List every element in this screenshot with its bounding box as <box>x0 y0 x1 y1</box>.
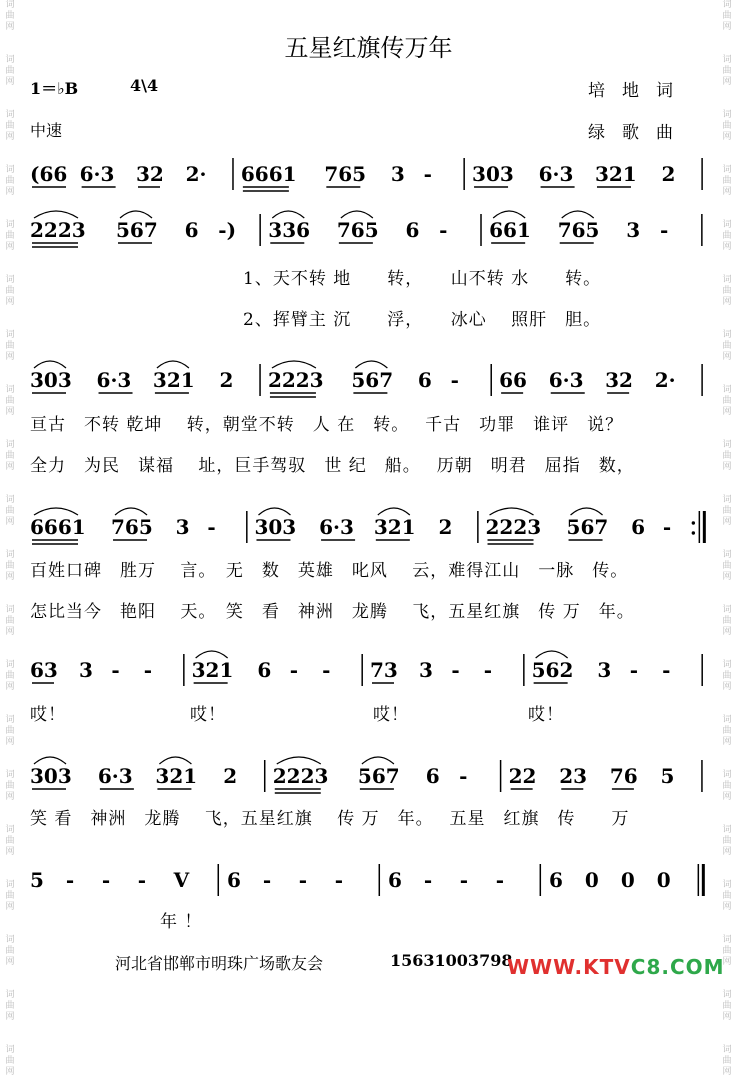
slur <box>34 361 66 368</box>
note-group: - <box>459 764 468 788</box>
note-group: - <box>629 658 639 682</box>
note-group: - <box>322 658 331 682</box>
slur <box>362 757 394 764</box>
note-group: 0 <box>656 868 671 892</box>
watermark-text: 词曲网 <box>722 770 732 802</box>
watermark-text: 词曲网 <box>5 55 15 87</box>
note-group: 765 <box>324 162 367 186</box>
note-group: 321 <box>373 515 416 539</box>
note-group: 303 <box>30 368 72 392</box>
slur <box>272 361 316 368</box>
note-group: 6 <box>184 218 199 242</box>
octave-dot <box>692 521 695 524</box>
watermark-text: 词曲网 <box>722 0 732 32</box>
slur <box>536 651 568 658</box>
note-group: 765 <box>111 515 153 539</box>
lyric-word: 哎！ <box>373 705 409 725</box>
watermark-text: 词曲网 <box>722 165 732 197</box>
note-group: 2 <box>661 162 676 186</box>
note-group: 0 <box>584 868 599 892</box>
slur <box>355 361 387 368</box>
note-group: 765 <box>557 218 600 242</box>
note-group: 0 <box>620 868 635 892</box>
watermark-text: 词曲网 <box>722 220 732 252</box>
slur <box>159 757 191 764</box>
note-group: 321 <box>155 764 198 788</box>
note-group: 6 <box>425 764 440 788</box>
note-group: 6661 <box>30 515 86 539</box>
note-group: 6661 <box>240 162 297 186</box>
note-group: 6 <box>548 868 563 892</box>
note-group: - <box>423 162 432 186</box>
note-group: - <box>262 868 272 892</box>
lyric-line-verse2: 2、挥臂主 沉 浮， 冰心 照肝 胆。 <box>243 310 602 330</box>
note-group: 32 <box>136 162 164 186</box>
watermark-text: 词曲网 <box>5 770 15 802</box>
octave-dot <box>692 531 695 534</box>
watermark-text: 词曲网 <box>722 495 732 527</box>
note-group: - <box>423 868 433 892</box>
lyric-line: 笑 看 神洲 龙腾 飞，五星红旗 传 万 年。 五星 红旗 传 万 <box>30 809 630 829</box>
footer-organization: 河北省邯郸市明珠广场歌友会 <box>115 954 324 973</box>
note-group: - <box>289 658 299 682</box>
note-group: 562 <box>531 658 574 682</box>
lyric-word: 哎！ <box>190 705 226 725</box>
watermark-left <box>2 0 18 1077</box>
note-group: - <box>101 868 111 892</box>
note-group: 321 <box>594 162 637 186</box>
note-group: 23 <box>559 764 588 788</box>
note-group: 303 <box>254 515 297 539</box>
watermark-text: 词曲网 <box>722 110 732 142</box>
logo-part: C8.COM <box>630 955 725 979</box>
note-group: 2· <box>654 368 676 392</box>
note-group: - <box>495 868 505 892</box>
watermark-text: 词曲网 <box>722 330 732 362</box>
watermark-text: 词曲网 <box>5 0 15 32</box>
footer-phone: 15631003798 <box>390 951 513 970</box>
note-group: 2 <box>219 368 234 392</box>
lyric-line: 亘古 不转 乾坤 转，朝堂不转 人 在 转。 千古 功罪 谁评 说？ <box>30 415 624 435</box>
watermark-text: 词曲网 <box>5 825 15 857</box>
note-group: 32 <box>605 368 633 392</box>
watermark-text: 词曲网 <box>5 935 15 967</box>
note-group: 567 <box>566 515 609 539</box>
note-group: - <box>660 218 669 242</box>
note-group: 5 <box>660 764 675 788</box>
note-group: 2223 <box>267 368 324 392</box>
watermark-text: 词曲网 <box>5 110 15 142</box>
note-group: 303 <box>472 162 514 186</box>
note-group: 3 <box>419 658 433 682</box>
watermark-text: 词曲网 <box>5 275 15 307</box>
note-group: 321 <box>191 658 234 682</box>
key-signature: 1＝♭B <box>30 79 79 98</box>
note-group: - <box>439 218 448 242</box>
note-group: 567 <box>351 368 394 392</box>
lyric-word: 哎！ <box>528 705 564 725</box>
slur <box>34 211 78 218</box>
watermark-text: 词曲网 <box>5 605 15 637</box>
lyricist-credit: 培 地 词 <box>588 81 673 101</box>
watermark-text: 词曲网 <box>5 495 15 527</box>
note-group: 6 <box>257 658 272 682</box>
watermark-text: 词曲网 <box>5 880 15 912</box>
slur <box>490 508 534 515</box>
watermark-text: 词曲网 <box>5 440 15 472</box>
composer-credit: 绿 歌 曲 <box>588 123 673 143</box>
note-group: - <box>334 868 343 892</box>
note-group: 66 <box>499 368 527 392</box>
slur <box>378 508 410 515</box>
watermark-text: 词曲网 <box>722 550 732 582</box>
note-group: 303 <box>30 764 72 788</box>
watermark-text: 词曲网 <box>5 1045 15 1077</box>
note-group: 6 <box>387 868 402 892</box>
tempo-marking: 中速 <box>30 121 63 140</box>
time-signature: 4\4 <box>130 76 159 95</box>
note-group: 6·3 <box>96 368 132 392</box>
note-group: - <box>450 368 459 392</box>
note-group: 567 <box>116 218 158 242</box>
note-group: - <box>459 868 469 892</box>
note-group: 3 <box>626 218 641 242</box>
watermark-right <box>719 0 735 1077</box>
note-group: - <box>662 515 672 539</box>
lyric-line: 全力 为民 谋福 址，巨手驾驭 世 纪 船。 历朝 明君 屈指 数， <box>30 456 635 476</box>
slur <box>493 211 525 218</box>
note-group: (66 <box>30 162 68 186</box>
slur <box>157 361 189 368</box>
watermark-text: 词曲网 <box>722 1045 732 1077</box>
watermark-text: 词曲网 <box>5 660 15 692</box>
note-group: 6 <box>226 868 241 892</box>
note-group: 336 <box>268 218 311 242</box>
note-group: 6 <box>405 218 420 242</box>
watermark-text: 词曲网 <box>5 385 15 417</box>
watermark-text: 词曲网 <box>5 220 15 252</box>
lyric-line: 年 ！ <box>160 912 203 932</box>
slur <box>120 211 152 218</box>
note-group: -) <box>218 218 237 242</box>
note-group: 2223 <box>485 515 542 539</box>
watermark-text: 词曲网 <box>722 825 732 857</box>
note-group: 2223 <box>30 218 86 242</box>
watermark-text: 词曲网 <box>5 550 15 582</box>
note-group: 6·3 <box>548 368 584 392</box>
note-group: 6·3 <box>319 515 354 539</box>
note-group: 3 <box>597 658 612 682</box>
note-group: - <box>207 515 216 539</box>
lyric-line-verse1: 1、天不转 地 转， 山不转 水 转。 <box>243 269 602 289</box>
note-group: - <box>111 658 120 682</box>
note-group: 3 <box>390 162 405 186</box>
note-group: 6 <box>417 368 432 392</box>
note-group: 567 <box>357 764 400 788</box>
watermark-text: 词曲网 <box>5 715 15 747</box>
watermark-text: 词曲网 <box>722 880 732 912</box>
watermark-text: 词曲网 <box>5 990 15 1022</box>
lyric-word: 哎！ <box>30 705 66 725</box>
slur <box>272 211 304 218</box>
watermark-text: 词曲网 <box>722 605 732 637</box>
watermark-text: 词曲网 <box>722 55 732 87</box>
note-group: 5 <box>30 868 44 892</box>
lyric-line: 百姓口碑 胜万 言。 无 数 英雄 叱风 云，难得江山 一脉 传。 <box>30 561 629 581</box>
watermark-text: 词曲网 <box>722 385 732 417</box>
note-group: 6·3 <box>79 162 115 186</box>
slur <box>571 508 603 515</box>
note-group: 3 <box>79 658 93 682</box>
note-group: 2 <box>438 515 453 539</box>
song-title: 五星红旗传万年 <box>284 34 453 62</box>
slur <box>34 757 66 764</box>
watermark-text: 词曲网 <box>722 990 732 1022</box>
note-group: - <box>662 658 671 682</box>
note-group: - <box>298 868 308 892</box>
slur <box>562 211 594 218</box>
note-group: 661 <box>489 218 531 242</box>
logo-part: WWW.KTV <box>507 955 631 979</box>
note-group: 3 <box>175 515 190 539</box>
note-group: 2 <box>223 764 238 788</box>
note-group: 76 <box>609 764 638 788</box>
watermark-text: 词曲网 <box>5 330 15 362</box>
note-group: - <box>137 868 147 892</box>
watermark-text: 词曲网 <box>722 935 732 967</box>
note-group: 73 <box>370 658 398 682</box>
watermark-text: 词曲网 <box>722 440 732 472</box>
slur <box>34 508 78 515</box>
watermark-text: 词曲网 <box>722 660 732 692</box>
note-group: 2· <box>185 162 207 186</box>
watermark-text: 词曲网 <box>5 165 15 197</box>
note-group: 2223 <box>272 764 329 788</box>
note-group: V <box>173 868 190 892</box>
note-group: - <box>143 658 153 682</box>
note-group: - <box>451 658 460 682</box>
note-group: - <box>65 868 75 892</box>
slur <box>341 211 373 218</box>
note-group: 6 <box>631 515 646 539</box>
slur <box>115 508 147 515</box>
note-group: 6·3 <box>538 162 574 186</box>
slur <box>277 757 321 764</box>
site-logo <box>507 955 725 979</box>
note-group: 321 <box>152 368 195 392</box>
note-group: 22 <box>508 764 537 788</box>
watermark-text: 词曲网 <box>722 715 732 747</box>
note-group: 6·3 <box>97 764 133 788</box>
note-group: 765 <box>336 218 379 242</box>
note-group: - <box>483 658 493 682</box>
slur <box>196 651 228 658</box>
watermark-text: 词曲网 <box>722 275 732 307</box>
slur <box>258 508 290 515</box>
note-group: 63 <box>30 658 58 682</box>
lyric-line: 怎比当今 艳阳 天。 笑 看 神洲 龙腾 飞，五星红旗 传 万 年。 <box>30 602 635 622</box>
